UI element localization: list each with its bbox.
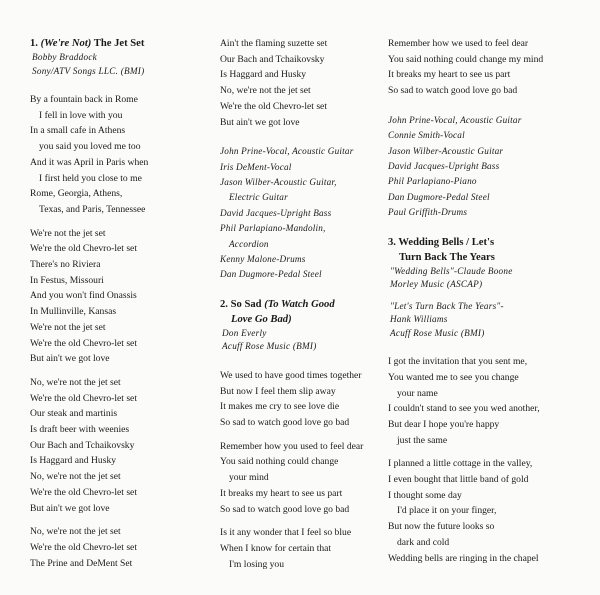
song-3-meta-2-line-3: Acuff Rose Music (BMI) (390, 327, 485, 338)
song-2-credits: John Prine-Vocal, Acoustic Guitar Connie Smith-Vocal Jason Wilber-Acoustic Guitar David Jacques-Upright Bass Phil Parlapiano-Piano Dan Dugmore-Pedal Steel Paul Griffith-Drums (388, 114, 522, 218)
song-1-credits: John Prine-Vocal, Acoustic Guitar Iris DeMent-Vocal Jason Wilber-Acoustic Guitar, Electric Guitar David Jacques-Upright Bass Phil Parlapiano-Mandolin, Accordion Kenny Malone-Drums Dan Dugmore-Pedal Steel (220, 146, 354, 280)
song-1-chorus-2: No, we're not the jet set We're the old Chevro-let set Our steak and martinis Is draft beer with weenies Our Bach and Tchaikovsky Is Haggard and Husky No, we're not the jet set We're the old Chevro-let set But ain't we got love (30, 376, 137, 514)
song-1-publisher: Sony/ATV Songs LLC. (BMI) (32, 65, 145, 76)
song-1-chorus-3-start: No, we're not the jet set We're the old Chevro-let set The Prine and DeMent Set (30, 526, 137, 569)
song-3-meta-1-line-1: "Wedding Bells"-Claude Boone (390, 265, 513, 276)
song-1-title: 1. (We're Not) The Jet Set (30, 38, 145, 49)
song-1-chorus-3-end: Ain't the flaming suzette set Our Bach and Tchaikovsky Is Haggard and Husky No, we're not the jet set We're the old Chevro-let set But ain't we got love (220, 38, 328, 128)
song-2-verse-4: Remember how we used to feel dear You said nothing could change my mind It breaks my heart to see us part So sad to watch good love go bad (388, 38, 544, 97)
song-1-verse-1: By a fountain back in Rome I fell in love with you In a small cafe in Athens you said you loved me too And it was April in Paris when I first held you close to me Rome, Georgia, Athens, Texas, and Paris, Tennessee (30, 94, 149, 215)
column-1 (30, 36, 205, 571)
song-2-publisher: Acuff Rose Music (BMI) (222, 341, 317, 352)
song-2-writer: Don Everly (222, 327, 267, 338)
song-2-title: 2. So Sad (To Watch Good (220, 298, 335, 310)
song-3-title: 3. Wedding Bells / Let's (388, 236, 495, 248)
song-1-title-paren: (We're Not) (40, 38, 92, 49)
song-3-meta-2-line-2: Hank Williams (390, 314, 448, 325)
song-3-title-line-2: Turn Back The Years (399, 251, 495, 263)
song-3-verse-1: I got the invitation that you sent me, You wanted me to see you change your name I couldn't stand to see you wed another, But dear I hope you're happy just the same (388, 356, 540, 446)
column-3 (388, 36, 593, 566)
song-3-meta-1-line-2: Morley Music (ASCAP) (390, 279, 483, 290)
song-1-title-rest: The Jet Set (93, 38, 145, 49)
song-2-verse-3-start: Is it any wonder that I feel so blue When I know for certain that I'm losing you (220, 527, 352, 570)
song-1-chorus-1: We're not the jet set We're the old Chevro-let set There's no Riviera In Festus, Missouri And you won't find Onassis In Mullinville, Kansas We're not the jet set We're the old Chevro-let set But ain't we got love (30, 227, 137, 365)
song-3-verse-2: I planned a little cottage in the valley, I even bought that little band of gold I thought some day I'd place it on your finger, But now the future looks so dark and cold Wedding bells are ringing in the chapel (388, 458, 539, 564)
song-2-verse-1: We used to have good times together But now I feel them slip away It makes me cry to see love die So sad to watch good love go bad (220, 369, 362, 428)
column-2 (220, 36, 380, 572)
song-2-verse-2: Remember how you used to feel dear You said nothing could change your mind It breaks my heart to see us part So sad to watch good love go bad (220, 440, 364, 515)
song-1-writer: Bobby Braddock (32, 52, 97, 62)
song-3-meta-2-line-1: "Let's Turn Back The Years"- (390, 300, 504, 311)
song-2-title-line-2: Love Go Bad) (231, 313, 292, 325)
